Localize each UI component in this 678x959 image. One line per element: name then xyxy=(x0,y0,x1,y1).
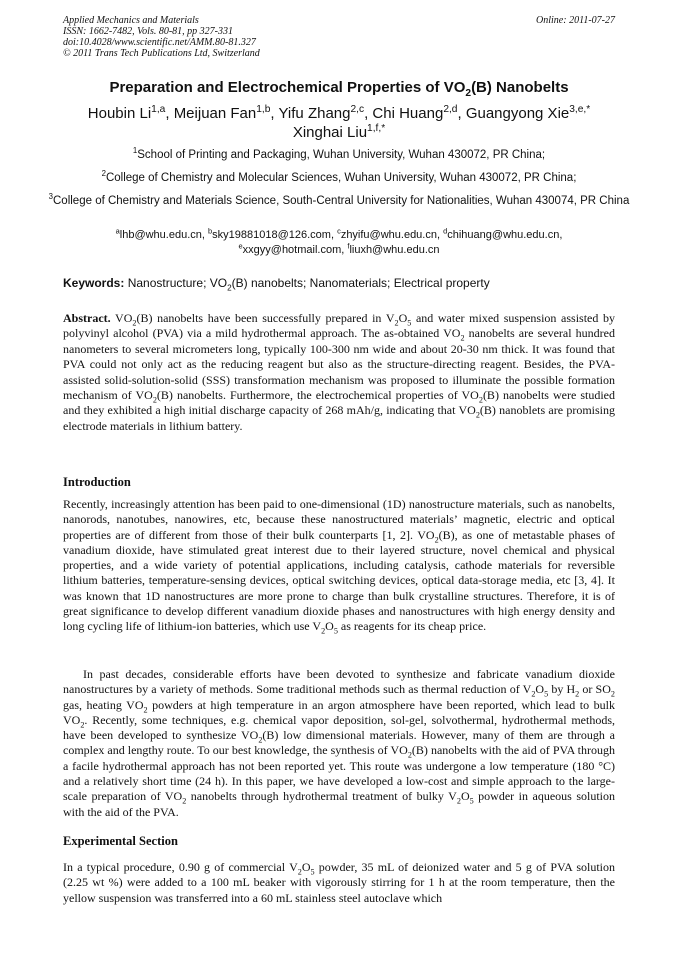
affiliation: $^3$College of Chemistry and Materials Science, South-Central University for Nationalities, Wuhan 430074, PR China xyxy=(48,192,630,207)
author: Guangyong Xie xyxy=(465,105,570,122)
affiliations xyxy=(40,148,638,217)
email-link[interactable]: chihuang@whu.edu.cn, xyxy=(447,229,563,241)
email-link[interactable]: xxgyy@hotmail.com, xyxy=(242,244,348,256)
online-date: Online: 2011-07-27 xyxy=(536,15,615,26)
copyright: © 2011 Trans Tech Publications Ltd, Switzerland xyxy=(63,48,260,59)
issn: ISSN: 1662-7482, Vols. 80-81, pp 327-331 xyxy=(63,26,233,37)
email-link[interactable]: zhyifu@whu.edu.cn, xyxy=(340,229,444,241)
section-heading-experimental: Experimental Section xyxy=(63,834,178,848)
author: Yifu Zhang xyxy=(278,105,351,122)
email-link[interactable]: sky19881018@126.com, xyxy=(212,229,338,241)
email-link[interactable]: lhb@whu.edu.cn, xyxy=(119,229,208,241)
doi: doi:10.4028/www.scientific.net/AMM.80-81.327 xyxy=(63,37,256,48)
intro-paragraph-2: In past decades, considerable efforts have been devoted to synthesize and fabricate vanadium dioxide nanostructures by a variety of methods. Some traditional methods such as thermal reduction of $V_2O_5$ by $H_2$ or $SO_2$ gas, heating $VO_2$ powders at high temperature in an argon atmosphere have been reported, which lead to bulk $VO_2$. Recently, some techniques, e.g. chemical vapor deposition, sol-gel, solvothermal, hydrothermal methods, have been developed to synthesize $VO_2(B)$ low dimensional materials. However, many of them are through a complex and lengthy route. To our best knowledge, the synthesis of $VO_2(B)$ nanobelts with the aid of PVA through a facile hydrothermal approach has not been reported yet. This route was undergone a low temperature (180 °C) and a relatively short time (24 h). In this paper, we have developed a low-cost and simple approach to the large-scale preparation of $VO_2$ nanobelts through hydrothermal treatment of bulky $V_2O_5$ powder in aqueous solution with the aid of the PVA. xyxy=(63,667,616,819)
author: Houbin Li xyxy=(87,105,152,122)
abstract: Abstract. $VO_2(B)$ nanobelts have been successfully prepared in $V_2O_5$ and water mixed suspension assisted by polyvinyl alcohol (PVA) via a mild hydrothermal approach. The as-obtained $VO_2$ nanobelts are several hundred nanometers to several micrometers long, typically 100-300 nm wide and about 20-30 nm thick. It was found that PVA could not only act as the reducing reagent but also as the structure-directing reagent. Besides, the PVA-assisted solid-solution-solid (SSS) transformation mechanism was proposed to illuminate the possible formation mechanism of $VO_2(B)$ nanobelts. Furthermore, the electrochemical properties of $VO_2(B)$ nanobelts were studied and they exhibited a high initial discharge capacity of 268 mAh/g, indicating that $VO_2(B)$ nanoblets are promising electrode materials in lithium battery. xyxy=(63,311,616,433)
experimental-paragraph-1: In a typical procedure, 0.90 g of commercial $V_2O_5$ powder, 35 mL of deionized water and 5 g of PVA solution (2.25 wt %) were added to a 100 mL beaker with vigorously stirring for 1 h at the room temperature, then the yellow suspension was transferred into a 60 mL stainless steel autoclave which xyxy=(63,860,615,905)
journal-header xyxy=(63,15,260,59)
paper-title: Preparation and Electrochemical Properties of $VO_2(B)$ Nanobelts xyxy=(109,79,569,99)
section-heading-introduction: Introduction xyxy=(63,475,131,489)
author-emails: $^a$lhb@whu.edu.cn, $^b$sky19881018@126.com, $^c$zhyifu@whu.edu.cn, $^d$chihuang@whu.edu.cn, $^e$xxgyy@hotmail.com, $^f$liuxh@whu.edu.cn xyxy=(115,226,563,256)
journal-name: Applied Mechanics and Materials xyxy=(63,15,199,26)
intro-paragraph-1: Recently, increasingly attention has been paid to one-dimensional (1D) nanostructure materials, such as nanobelts, nanorods, nanotubes, nanowires, etc, because these nanostructured materials’ magnetic, electric and optical properties are of different from those of their bulk counterparts [1, 2]. $VO_2(B)$, as one of metastable phases of vanadium dioxide, have stimulated great interest due to their layered structure, novel chemical and physical properties, and a wide variety of potential applications, including catalysis, cathode materials for reversible lithium batteries, temperature-sensing devices, optical switching devices, optical data-storage media, etc [3, 4]. It was known that 1D nanostructures are more prone to charge than bulk crystalline structures. Therefore, it is of great significance to develop different vanadium dioxide phases and nanostructures with high energy density and long cycling life of lithium-ion batteries, which use $V_2O_5$ as reagents for its cheap price. xyxy=(63,497,615,636)
affiliation: $^2$College of Chemistry and Molecular Sciences, Wuhan University, Wuhan 430072, PR China; xyxy=(101,169,577,184)
abstract-label: Abstract. xyxy=(63,311,111,325)
author-list: Houbin Li$^{1,a}$, Meijuan Fan$^{1,b}$, Yifu Zhang$^{2,c}$, Chi Huang$^{2,d}$, Guangyong Xie$^{3,e,*}$ Xinghai Liu$^{1,f,*}$ xyxy=(87,104,591,141)
keywords: Keywords: Nanostructure; $VO_2(B)$ nanobelts; Nanomaterials; Electrical property xyxy=(63,276,490,293)
author: Meijuan Fan xyxy=(173,105,257,122)
affiliation: $^1$School of Printing and Packaging, Wuhan University, Wuhan 430072, PR China; xyxy=(132,146,546,161)
author: Xinghai Liu xyxy=(292,124,368,141)
author: Chi Huang xyxy=(372,105,444,122)
email-link[interactable]: liuxh@whu.edu.cn xyxy=(349,244,440,256)
